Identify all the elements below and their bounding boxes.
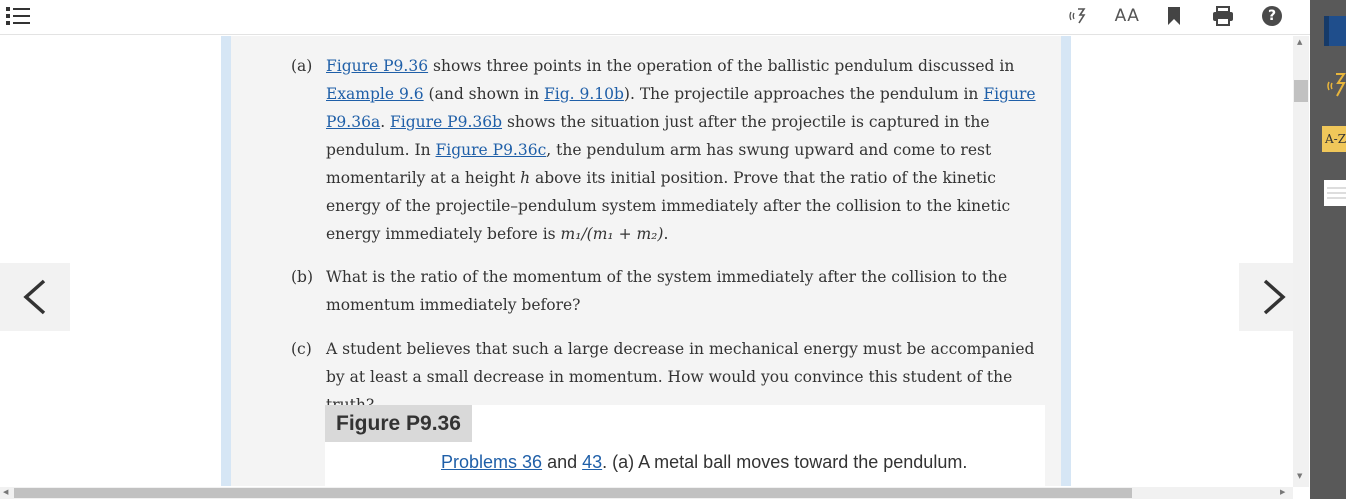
text-size-button[interactable] xyxy=(1112,4,1142,28)
part-a-text-7: above its initial position. Prove that the ratio of the kinetic energy of the projectile–pendulum system immediately after the collision to the kinetic energy immediately before is xyxy=(326,169,1011,243)
part-a-text xyxy=(326,52,1036,248)
glossary-button[interactable] xyxy=(1322,126,1346,152)
book-icon[interactable] xyxy=(1324,16,1346,46)
part-a-text-4: . xyxy=(380,113,391,131)
part-a-text-2: (and shown in xyxy=(423,85,544,103)
list-icon[interactable] xyxy=(6,5,30,27)
glossary-label: A-Z xyxy=(1325,132,1346,146)
vertical-scrollbar[interactable] xyxy=(1293,36,1309,487)
text-size-label: AA xyxy=(1114,6,1140,26)
previous-page-button[interactable] xyxy=(0,263,70,331)
scroll-left-icon[interactable]: ◀ xyxy=(3,488,9,496)
part-a-text-8: . xyxy=(663,225,669,243)
caption-and: and xyxy=(542,452,583,472)
read-aloud-icon[interactable] xyxy=(1067,4,1091,28)
caption-rest: . (a) A metal ball moves toward the pendulum. xyxy=(602,452,968,472)
link-figure-p9-36[interactable]: Figure P9.36 xyxy=(326,57,429,75)
ratio-formula: m₁/(m₁ + m₂) xyxy=(560,225,664,243)
top-toolbar xyxy=(0,0,1310,35)
part-b-label: (b) xyxy=(291,268,314,286)
part-b-text: What is the ratio of the momentum of the system immediately after the collision to the momentum immediately before? xyxy=(326,268,1008,314)
part-a-text-1: shows three points in the operation of the ballistic pendulum discussed in xyxy=(428,57,1015,75)
right-tool-sidebar xyxy=(1310,0,1346,499)
part-c-label: (c) xyxy=(291,340,312,358)
notes-icon[interactable] xyxy=(1324,180,1346,206)
part-a-text-5: shows the situation just after the projectile is captured in the pendulum. In xyxy=(326,113,990,159)
scroll-right-icon[interactable]: ▶ xyxy=(1280,488,1286,496)
link-fig-9-10b[interactable]: Fig. 9.10b xyxy=(544,85,624,103)
link-figure-p9-36c[interactable]: Figure P9.36c xyxy=(435,141,547,159)
link-figure-p9-36b[interactable]: Figure P9.36b xyxy=(390,113,503,131)
variable-h: h xyxy=(520,169,531,187)
part-c-text: A student believes that such a large decrease in mechanical energy must be accompanied by at least a small decrease in momentum. How would you convince this student of the xyxy=(326,340,1035,386)
scroll-down-icon[interactable]: ▼ xyxy=(1297,472,1303,480)
chevron-right-icon xyxy=(1259,277,1289,317)
chevron-left-icon xyxy=(20,277,50,317)
figure-caption xyxy=(441,452,967,473)
link-example-9-6[interactable]: Example 9.6 xyxy=(326,85,424,103)
sidebar-read-aloud-icon[interactable] xyxy=(1326,72,1346,98)
figure-title: Figure P9.36 xyxy=(325,405,472,442)
vertical-scroll-thumb[interactable] xyxy=(1294,80,1308,102)
link-problems-36[interactable]: Problems 36 xyxy=(441,452,543,472)
scroll-up-icon[interactable]: ▲ xyxy=(1297,38,1303,46)
help-icon: ? xyxy=(1262,6,1282,26)
part-a-text-6: , the pendulum arm has swung upward and come to rest momentarily at a height xyxy=(326,141,992,187)
print-icon[interactable] xyxy=(1211,4,1235,28)
bookmark-icon[interactable] xyxy=(1165,4,1183,28)
link-figure-p9-36a[interactable]: Figure P9.36a xyxy=(326,85,1036,131)
part-a-label: (a) xyxy=(291,57,313,75)
figure-box xyxy=(325,405,1045,486)
help-button[interactable] xyxy=(1261,4,1283,28)
part-a-text-3: ). The projectile approaches the pendulum in xyxy=(623,85,984,103)
horizontal-scroll-thumb[interactable] xyxy=(14,488,1132,498)
link-problem-43[interactable]: 43 xyxy=(582,452,603,472)
